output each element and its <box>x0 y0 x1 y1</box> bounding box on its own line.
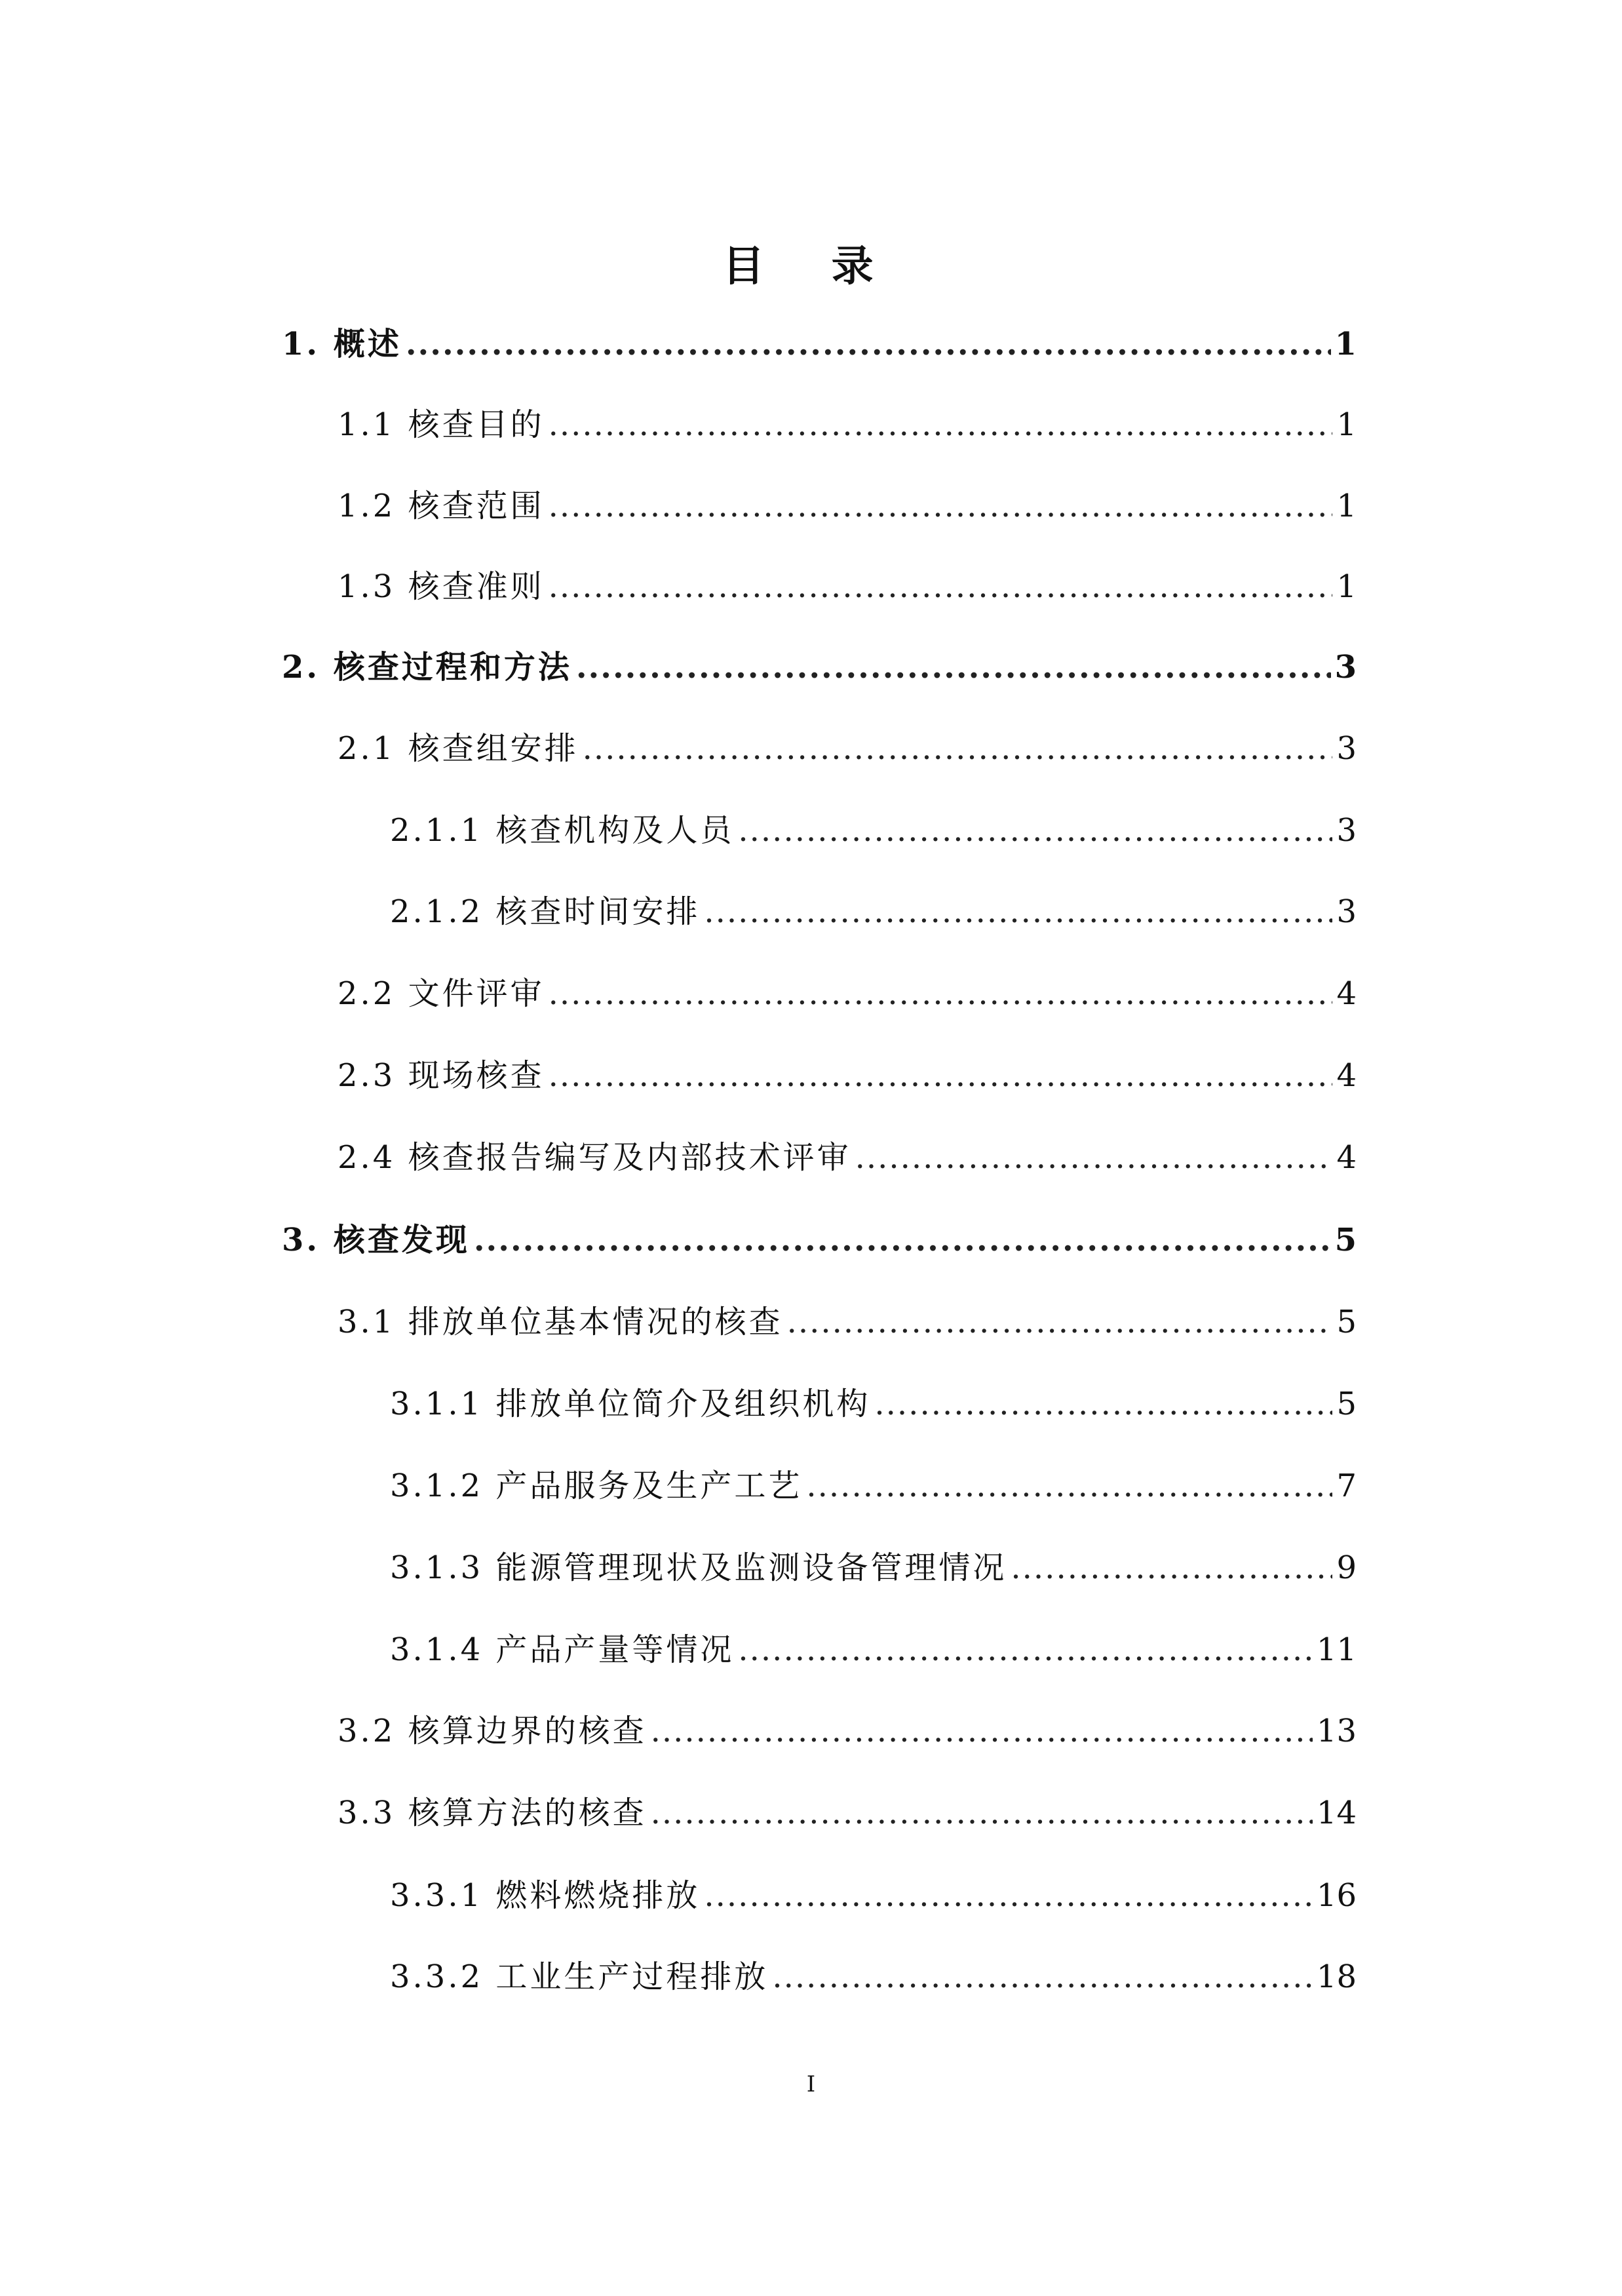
toc-entry-page: 3 <box>1334 649 1357 686</box>
toc-entry[interactable] <box>338 726 1357 771</box>
toc-entry-page: 7 <box>1336 1468 1357 1504</box>
toc-entry-label: 3.1 排放单位基本情况的核查 <box>338 1304 783 1340</box>
toc-entry-label: 1.2 核查范围 <box>338 488 545 524</box>
toc-entry-page: 5 <box>1334 1222 1357 1258</box>
toc-dot-leader <box>855 1135 1333 1180</box>
toc-entry-page: 3 <box>1336 812 1357 849</box>
toc-dot-leader <box>738 807 1332 853</box>
toc-dot-leader <box>738 1627 1313 1673</box>
toc-entry[interactable] <box>390 1873 1357 1918</box>
toc-dot-leader <box>406 321 1331 367</box>
toc-entry-label: 3.3.1 燃料燃烧排放 <box>390 1877 701 1914</box>
toc-entry-label: 2.2 文件评审 <box>338 975 545 1012</box>
toc-entry-page: 4 <box>1336 1057 1357 1094</box>
toc-entry[interactable] <box>390 1627 1357 1673</box>
toc-entry[interactable] <box>338 1299 1357 1345</box>
toc-entry[interactable] <box>390 1381 1357 1427</box>
toc-entry[interactable] <box>390 1545 1357 1591</box>
toc-dot-leader <box>787 1299 1333 1345</box>
toc-entry[interactable] <box>390 1954 1357 2000</box>
toc-entry-page: 3 <box>1336 730 1357 767</box>
toc-entry-page: 16 <box>1316 1877 1357 1914</box>
toc-entry-label: 3.3 核算方法的核查 <box>338 1795 647 1831</box>
toc-entry-page: 18 <box>1316 1958 1357 1995</box>
toc-entry-label: 3.1.4 产品产量等情况 <box>390 1631 735 1668</box>
toc-dot-leader <box>704 889 1332 935</box>
toc-entry-page: 1 <box>1334 326 1357 362</box>
toc-entry[interactable] <box>338 564 1357 610</box>
toc-entry-label: 2.1 核查组安排 <box>338 730 579 767</box>
toc-entry[interactable] <box>390 807 1357 853</box>
toc-entry-page: 5 <box>1336 1386 1357 1422</box>
toc-entry-page: 1 <box>1336 406 1357 443</box>
toc-entry[interactable] <box>338 1135 1357 1180</box>
toc-entry-label: 3.3.2 工业生产过程排放 <box>390 1958 769 1995</box>
toc-entry[interactable] <box>282 1217 1357 1263</box>
toc-entry-label: 2.4 核查报告编写及内部技术评审 <box>338 1139 851 1176</box>
toc-entry[interactable] <box>282 321 1357 367</box>
toc-entry-page: 1 <box>1336 568 1357 605</box>
toc-dot-leader <box>549 564 1333 610</box>
toc-entry-page: 11 <box>1316 1631 1357 1668</box>
toc-dot-leader <box>874 1381 1332 1427</box>
toc-entry-label: 1.3 核查准则 <box>338 568 545 605</box>
toc-entry-label: 1.1 核查目的 <box>338 406 545 443</box>
toc-entry-label: 3.1.1 排放单位简介及组织机构 <box>390 1386 871 1422</box>
toc-entry-page: 5 <box>1336 1304 1357 1340</box>
toc-entry-page: 14 <box>1316 1795 1357 1831</box>
toc-dot-leader <box>772 1954 1313 2000</box>
toc-entry-label: 3. 核查发现 <box>282 1222 470 1258</box>
page-number-footer: I <box>806 2071 816 2097</box>
toc-entry[interactable] <box>338 1708 1357 1754</box>
toc-title: 目 录 <box>722 242 900 291</box>
toc-dot-leader <box>576 644 1331 690</box>
toc-dot-leader <box>651 1790 1313 1836</box>
toc-entry-label: 3.1.3 能源管理现状及监测设备管理情况 <box>390 1549 1007 1586</box>
toc-entry[interactable] <box>390 1463 1357 1509</box>
toc-dot-leader <box>549 971 1333 1017</box>
toc-entry-page: 1 <box>1336 488 1357 524</box>
toc-dot-leader <box>549 402 1333 448</box>
toc-dot-leader <box>806 1463 1332 1509</box>
toc-dot-leader <box>704 1873 1313 1918</box>
toc-dot-leader <box>651 1708 1313 1754</box>
toc-entry-label: 2.1.2 核查时间安排 <box>390 893 701 930</box>
toc-entry-page: 9 <box>1336 1549 1357 1586</box>
toc-entry-label: 2. 核查过程和方法 <box>282 649 572 686</box>
toc-dot-leader <box>1011 1545 1332 1591</box>
toc-dot-leader <box>549 1053 1333 1099</box>
toc-dot-leader <box>583 726 1333 771</box>
toc-entry-page: 4 <box>1336 1139 1357 1176</box>
toc-entry-page: 4 <box>1336 975 1357 1012</box>
toc-entry[interactable] <box>338 483 1357 529</box>
toc-dot-leader <box>474 1217 1331 1263</box>
toc-entry-label: 3.2 核算边界的核查 <box>338 1713 647 1749</box>
toc-entry[interactable] <box>282 644 1357 690</box>
toc-entry-page: 13 <box>1316 1713 1357 1749</box>
toc-entry[interactable] <box>338 1053 1357 1099</box>
toc-entry-label: 2.3 现场核查 <box>338 1057 545 1094</box>
toc-entry-label: 2.1.1 核查机构及人员 <box>390 812 735 849</box>
toc-entry-page: 3 <box>1336 893 1357 930</box>
toc-entry[interactable] <box>338 1790 1357 1836</box>
toc-entry[interactable] <box>338 971 1357 1017</box>
toc-entry-label: 1. 概述 <box>282 326 402 362</box>
toc-entry-label: 3.1.2 产品服务及生产工艺 <box>390 1468 803 1504</box>
toc-entry[interactable] <box>390 889 1357 935</box>
toc-entry[interactable] <box>338 402 1357 448</box>
toc-dot-leader <box>549 483 1333 529</box>
